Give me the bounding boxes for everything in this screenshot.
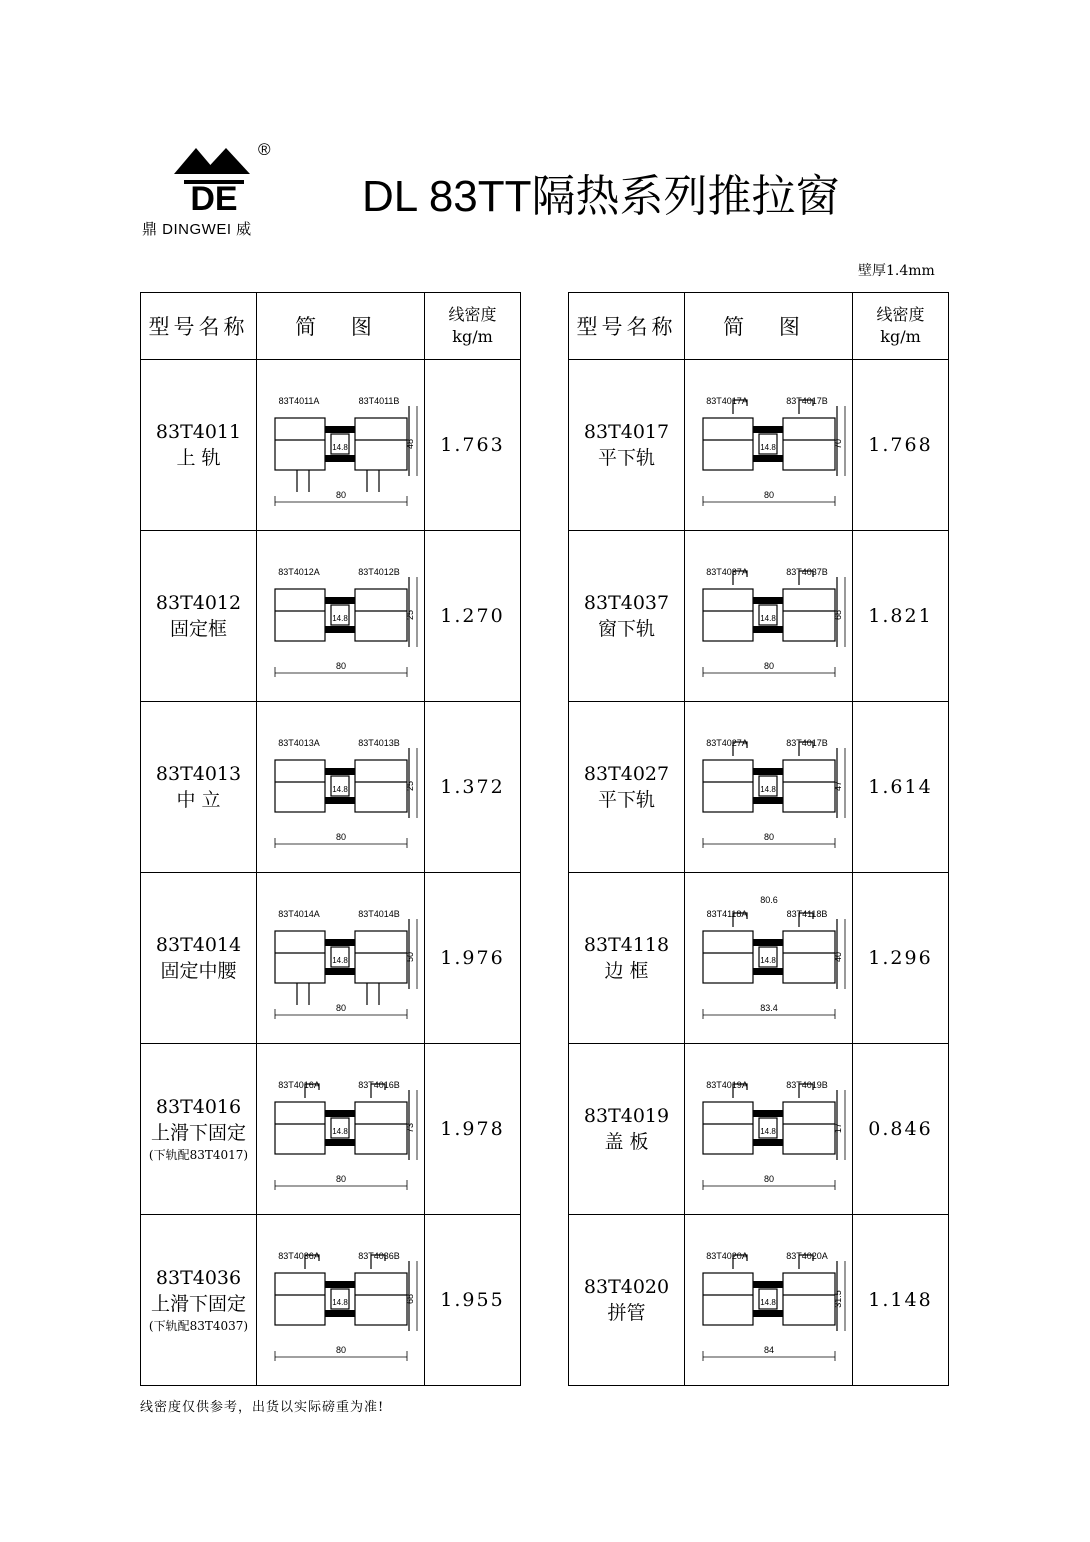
profile-chamber-a — [703, 760, 753, 812]
density-value: 1.270 — [425, 531, 521, 702]
profile-label-a: 83T4118A — [706, 909, 747, 919]
thermal-break-strip — [753, 426, 783, 433]
model-cell — [141, 1044, 257, 1215]
rail-leg — [367, 470, 379, 492]
profile-diagram — [261, 712, 421, 862]
profile-diagram-cell — [685, 1044, 853, 1215]
top-width-dimension: 80.6 — [759, 895, 778, 905]
profile-diagram-cell — [257, 360, 425, 531]
model-cell — [141, 873, 257, 1044]
profile-label-b: 83T4036B — [357, 1251, 400, 1261]
model-note: (下轨配83T4017) — [148, 1148, 249, 1162]
model-note: (下轨配83T4037) — [148, 1319, 249, 1333]
thermal-break-strip — [753, 455, 783, 462]
profile-chamber-a — [275, 1102, 325, 1154]
left-spec-table — [140, 292, 521, 1386]
profile-label-a: 83T4036A — [277, 1251, 320, 1261]
model-name: 平下轨 — [597, 447, 655, 469]
model-cell — [569, 531, 685, 702]
thermal-break-strip — [325, 1110, 355, 1117]
break-dimension: 14.8 — [759, 956, 776, 965]
rail-leg — [297, 983, 309, 1005]
profile-chamber-b — [355, 1102, 407, 1154]
profile-chamber-b — [355, 418, 407, 470]
height-dimension: 40 — [832, 951, 843, 963]
width-dimension: 84 — [763, 1345, 774, 1355]
profile-label-a: 83T4020A — [705, 1251, 748, 1261]
table-row — [569, 702, 949, 873]
profile-label-b: 83T4017B — [785, 396, 828, 406]
model-code: 83T4027 — [583, 763, 670, 785]
profile-chamber-b — [783, 418, 835, 470]
thermal-break-strip — [325, 426, 355, 433]
profile-diagram-cell — [685, 531, 853, 702]
model-name: 平下轨 — [597, 789, 655, 811]
profile-label-a: 83T4037A — [705, 567, 748, 577]
model-code: 83T4012 — [155, 592, 242, 614]
profile-label-a: 83T4019A — [705, 1080, 748, 1090]
width-dimension: 80 — [335, 490, 346, 500]
profile-label-b: 83T4019B — [785, 1080, 828, 1090]
height-dimension: 31.5 — [832, 1290, 843, 1308]
thermal-break-strip — [753, 1139, 783, 1146]
break-dimension: 14.8 — [759, 1127, 776, 1136]
density-value: 1.614 — [853, 702, 949, 873]
profile-diagram — [689, 1054, 849, 1204]
profile-diagram — [261, 370, 421, 520]
break-dimension: 14.8 — [331, 1127, 348, 1136]
height-dimension: 73 — [404, 1122, 415, 1134]
logo-text: 鼎 DINGWEI 威 — [142, 221, 252, 238]
height-dimension: 25 — [404, 780, 415, 792]
table-row — [569, 360, 949, 531]
profile-chamber-b — [783, 589, 835, 641]
profile-chamber-a — [275, 418, 325, 470]
profile-chamber-a — [703, 1273, 753, 1325]
thermal-break-strip — [325, 455, 355, 462]
profile-label-b: 83T4016B — [357, 1080, 400, 1090]
profile-diagram — [261, 1054, 421, 1204]
profile-label-b: 83T4037B — [785, 567, 828, 577]
model-code: 83T4017 — [583, 421, 670, 443]
model-name: 固定中腰 — [160, 960, 237, 982]
model-cell — [569, 873, 685, 1044]
header-diagram: 简 图 — [257, 293, 425, 360]
model-name: 上 轨 — [176, 447, 221, 469]
table-row — [569, 531, 949, 702]
density-value: 1.955 — [425, 1215, 521, 1386]
profile-diagram — [261, 883, 421, 1033]
density-value: 1.976 — [425, 873, 521, 1044]
profile-diagram-cell — [257, 873, 425, 1044]
model-name: 盖 板 — [604, 1131, 649, 1153]
header-model: 型号名称 — [141, 293, 257, 360]
header-density — [425, 293, 521, 360]
model-cell — [141, 531, 257, 702]
model-code: 83T4019 — [583, 1105, 670, 1127]
right-spec-table — [568, 292, 949, 1386]
profile-diagram-cell — [685, 1215, 853, 1386]
thermal-break-strip — [325, 597, 355, 604]
model-name: 窗下轨 — [597, 618, 655, 640]
break-dimension: 14.8 — [759, 785, 776, 794]
thermal-break-strip — [753, 768, 783, 775]
header-density-line1: 线密度 — [448, 305, 497, 324]
width-dimension: 80 — [763, 832, 774, 842]
height-dimension: 68 — [832, 609, 843, 621]
profile-chamber-b — [355, 589, 407, 641]
break-dimension: 14.8 — [759, 443, 776, 452]
height-dimension: 70 — [832, 438, 843, 450]
profile-label-a: 83T4014A — [277, 909, 320, 919]
density-value: 1.372 — [425, 702, 521, 873]
model-code: 83T4013 — [155, 763, 242, 785]
model-name: 上滑下固定 — [150, 1122, 246, 1144]
thermal-break-strip — [753, 1110, 783, 1117]
profile-diagram-cell — [257, 1215, 425, 1386]
density-value: 1.768 — [853, 360, 949, 531]
profile-label-a: 83T4027A — [705, 738, 748, 748]
thermal-break-strip — [753, 1281, 783, 1288]
width-dimension: 80 — [763, 1174, 774, 1184]
profile-diagram — [689, 883, 849, 1033]
footer-note: 线密度仅供参考，出货以实际磅重为准! — [140, 1400, 385, 1415]
model-code: 83T4011 — [155, 421, 242, 443]
thermal-break-strip — [325, 968, 355, 975]
table-row — [141, 360, 521, 531]
rail-leg — [297, 470, 309, 492]
break-dimension: 14.8 — [759, 1298, 776, 1307]
model-cell — [141, 1215, 257, 1386]
model-cell — [569, 702, 685, 873]
profile-diagram-cell — [257, 1044, 425, 1215]
profile-label-b: 83T4013B — [357, 738, 400, 748]
width-dimension: 80 — [335, 1003, 346, 1013]
profile-chamber-b — [783, 760, 835, 812]
wall-thickness: 壁厚1.4mm — [858, 263, 935, 279]
model-name: 拼管 — [607, 1302, 646, 1324]
profile-label-b: 83T4020A — [785, 1251, 828, 1261]
profile-chamber-a — [703, 418, 753, 470]
width-dimension: 80 — [335, 1174, 346, 1184]
density-value: 1.763 — [425, 360, 521, 531]
profile-diagram — [689, 712, 849, 862]
profile-chamber-b — [355, 931, 407, 983]
table-row — [569, 1215, 949, 1386]
break-dimension: 14.8 — [331, 443, 348, 452]
profile-label-a: 83T4013A — [277, 738, 320, 748]
break-dimension: 14.8 — [331, 614, 348, 623]
page-title: DL 83TT隔热系列推拉窗 — [362, 172, 840, 221]
profile-chamber-a — [275, 760, 325, 812]
profile-diagram — [689, 370, 849, 520]
logo-letters: DE — [190, 180, 238, 218]
width-dimension: 80 — [335, 832, 346, 842]
table-row — [569, 1044, 949, 1215]
model-code: 83T4036 — [155, 1267, 242, 1289]
profile-chamber-a — [703, 1102, 753, 1154]
table-row — [141, 531, 521, 702]
profile-diagram — [261, 541, 421, 691]
model-code: 83T4014 — [155, 934, 242, 956]
density-value: 0.846 — [853, 1044, 949, 1215]
thermal-break-strip — [325, 1139, 355, 1146]
thermal-break-strip — [325, 768, 355, 775]
header-density-line1: 线密度 — [876, 305, 925, 324]
registered-mark: ® — [258, 140, 271, 159]
height-dimension: 50 — [404, 951, 415, 963]
profile-chamber-a — [275, 1273, 325, 1325]
thermal-break-strip — [753, 797, 783, 804]
profile-label-b: 83T4014B — [357, 909, 400, 919]
table-row — [141, 873, 521, 1044]
height-dimension: 25 — [404, 609, 415, 621]
profile-diagram — [689, 1225, 849, 1375]
density-value: 1.148 — [853, 1215, 949, 1386]
model-cell — [569, 1044, 685, 1215]
thermal-break-strip — [325, 1281, 355, 1288]
model-cell — [569, 1215, 685, 1386]
break-dimension: 14.8 — [331, 956, 348, 965]
header-diagram: 简 图 — [685, 293, 853, 360]
model-code: 83T4037 — [583, 592, 670, 614]
header-density-line2: kg/m — [452, 327, 493, 346]
profile-diagram-cell — [257, 702, 425, 873]
break-dimension: 14.8 — [331, 785, 348, 794]
height-dimension: 48 — [404, 438, 415, 450]
profile-diagram-cell — [685, 873, 853, 1044]
model-name: 固定框 — [169, 618, 227, 640]
profile-label-a: 83T4011A — [278, 396, 319, 406]
profile-chamber-b — [355, 760, 407, 812]
profile-diagram — [689, 541, 849, 691]
thermal-break-strip — [753, 939, 783, 946]
profile-chamber-b — [783, 1273, 835, 1325]
model-name: 边 框 — [604, 960, 649, 982]
thermal-break-strip — [753, 626, 783, 633]
model-code: 83T4118 — [583, 934, 670, 956]
thermal-break-strip — [753, 968, 783, 975]
profile-label-a: 83T4017A — [705, 396, 748, 406]
density-value: 1.296 — [853, 873, 949, 1044]
model-code: 83T4016 — [155, 1096, 242, 1118]
profile-chamber-b — [783, 1102, 835, 1154]
thermal-break-strip — [325, 939, 355, 946]
break-dimension: 14.8 — [759, 614, 776, 623]
model-name: 上滑下固定 — [150, 1293, 246, 1315]
profile-chamber-a — [275, 589, 325, 641]
profile-label-b: 83T4017B — [785, 738, 828, 748]
height-dimension: 47 — [832, 780, 843, 792]
profile-chamber-b — [783, 931, 835, 983]
width-dimension: 80 — [763, 661, 774, 671]
table-row — [141, 702, 521, 873]
thermal-break-strip — [325, 626, 355, 633]
profile-diagram-cell — [257, 531, 425, 702]
profile-label-b: 83T4012B — [357, 567, 400, 577]
profile-chamber-b — [355, 1273, 407, 1325]
profile-chamber-a — [703, 931, 753, 983]
thermal-break-strip — [753, 597, 783, 604]
profile-label-a: 83T4016A — [277, 1080, 320, 1090]
table-row — [141, 1044, 521, 1215]
header-model: 型号名称 — [569, 293, 685, 360]
break-dimension: 14.8 — [331, 1298, 348, 1307]
profile-chamber-a — [703, 589, 753, 641]
thermal-break-strip — [753, 1310, 783, 1317]
table-row — [569, 873, 949, 1044]
model-code: 83T4020 — [583, 1276, 670, 1298]
width-dimension: 80 — [335, 661, 346, 671]
profile-diagram-cell — [685, 360, 853, 531]
width-dimension: 80 — [763, 490, 774, 500]
width-dimension: 80 — [335, 1345, 346, 1355]
density-value: 1.978 — [425, 1044, 521, 1215]
rail-leg — [367, 983, 379, 1005]
density-value: 1.821 — [853, 531, 949, 702]
profile-label-b: 83T4011B — [358, 396, 399, 406]
model-name: 中 立 — [176, 789, 221, 811]
height-dimension: 17 — [832, 1122, 843, 1134]
model-cell — [569, 360, 685, 531]
profile-label-b: 83T4118B — [786, 909, 827, 919]
model-cell — [141, 360, 257, 531]
header-density-line2: kg/m — [880, 327, 921, 346]
table-row — [141, 1215, 521, 1386]
thermal-break-strip — [325, 797, 355, 804]
height-dimension: 68 — [404, 1293, 415, 1305]
profile-diagram-cell — [685, 702, 853, 873]
thermal-break-strip — [325, 1310, 355, 1317]
profile-chamber-a — [275, 931, 325, 983]
width-dimension: 83.4 — [759, 1003, 778, 1013]
profile-label-a: 83T4012A — [277, 567, 320, 577]
model-cell — [141, 702, 257, 873]
profile-diagram — [261, 1225, 421, 1375]
header-density — [853, 293, 949, 360]
